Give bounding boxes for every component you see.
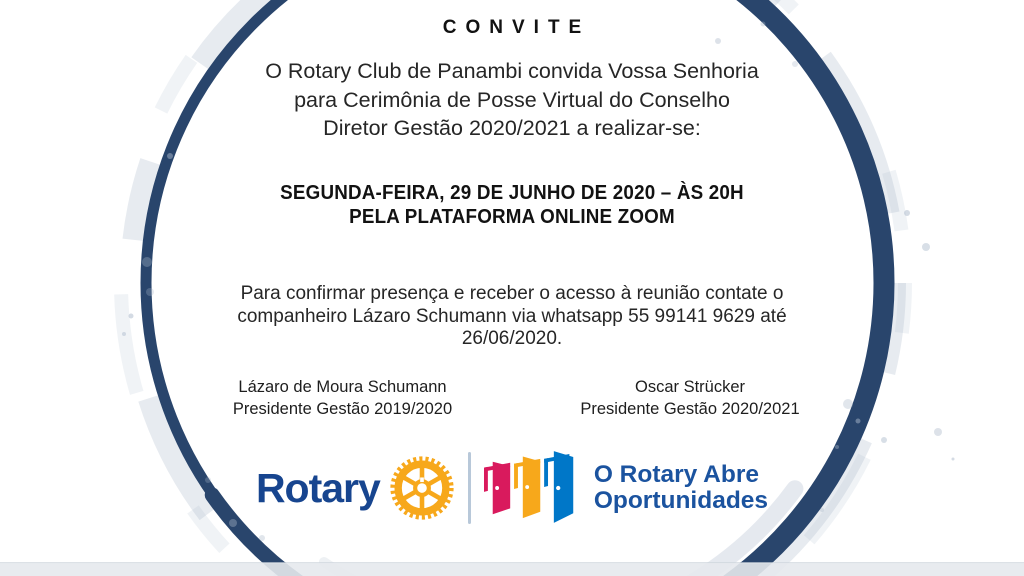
rsvp-line: Para confirmar presença e receber o acesso à reunião contate o — [240, 283, 784, 304]
branding-row — [0, 442, 1024, 534]
invite-intro — [0, 57, 1024, 143]
signature-name: Oscar Strücker — [634, 378, 746, 396]
signature-name: Lázaro de Moura Schumann — [238, 378, 447, 396]
rsvp-text — [0, 283, 1024, 351]
intro-line: O Rotary Club de Panambi convida Vossa Senhoria — [265, 59, 759, 83]
event-line: SEGUNDA-FEIRA, 29 DE JUNHO DE 2020 – ÀS 20H — [280, 182, 744, 204]
signature-outgoing-president — [185, 376, 500, 420]
rsvp-line: companheiro Lázaro Schumann via whatsapp 55 99141 9629 até — [237, 305, 787, 327]
door-azure — [544, 451, 573, 523]
tagline-line: O Rotary Abre — [593, 461, 759, 488]
signature-role: Presidente Gestão 2020/2021 — [580, 400, 800, 418]
brand-divider — [468, 452, 471, 524]
signature-incoming-president — [535, 376, 845, 420]
event-line: PELA PLATAFORMA ONLINE ZOOM — [349, 206, 675, 228]
tagline-line: Oportunidades — [593, 487, 769, 514]
open-doors-icon — [484, 446, 581, 530]
intro-line: para Cerimônia de Posse Virtual do Conselho — [294, 87, 730, 112]
rotary-wordmark: Rotary — [255, 464, 380, 511]
event-datetime — [31, 181, 994, 229]
signature-role: Presidente Gestão 2019/2020 — [232, 400, 453, 418]
door-gold — [514, 456, 540, 518]
rotary-wheel-icon — [389, 455, 455, 521]
brand-tagline — [594, 462, 768, 514]
invite-title: CONVITE — [442, 17, 591, 38]
door-cranberry — [484, 462, 510, 514]
intro-line: Diretor Gestão 2020/2021 a realizar-se: — [323, 116, 701, 140]
rsvp-line: 26/06/2020. — [461, 328, 563, 349]
